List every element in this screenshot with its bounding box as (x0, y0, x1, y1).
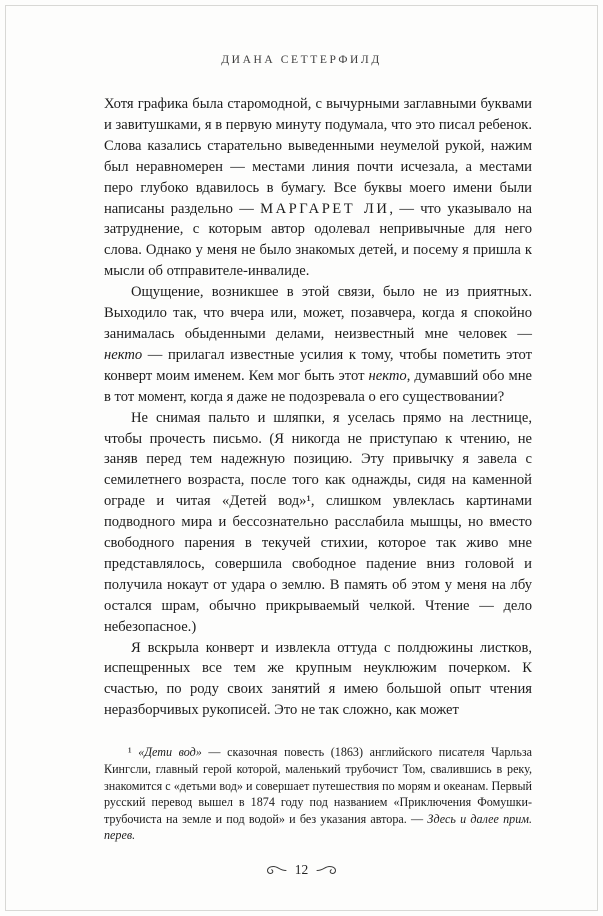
emphasis-text: некто (104, 346, 143, 363)
floral-ornament-right-icon (316, 865, 340, 876)
running-header: ДИАНА СЕТТЕРФИЛД (221, 54, 382, 66)
emphasis-text: некто (368, 367, 407, 384)
page-text (104, 94, 532, 721)
page-number: 12 (294, 862, 309, 877)
paragraph-text: Ощущение, возникшее в этой связи, было не из приятных. Выходило так, что вчера или, может, позавчера, когда я спокойно занималась обыденными делами, неизвестный мне человек — (104, 284, 532, 342)
paragraph: Я вскрыла конверт и извлекла оттуда с полдюжины листков, испещренных все тем же крупным неуклюжим почерком. К счастью, по роду своих занятий я имею большой опыт чтения неразборчивых рукописей. Это не так сложно, как может (104, 639, 532, 719)
paragraph-text: , — что указывало на затруднение, с которым автор одолевал непривычные для него слова. Однако у меня не было знакомых детей, и посему я пришла к мысли об отправителе-инвалиде. (104, 200, 532, 280)
paragraph-text: Хотя графика была старомодной, с вычурными заглавными буквами и завитушками, я в первую минуту подумала, что это писал ребенок. Слова казались старательно выведенными неумелой рукой, нажим был неравномерен — местами линия почти исчезала, а местами перо глубоко вдавилось в бумагу. Все буквы моего имени были написаны раздельно — (104, 96, 532, 217)
footnote (104, 744, 532, 844)
paragraph-text: , думавший обо мне в тот момент, когда я даже не подозревала о его существовании? (104, 367, 532, 405)
footnote-text: — сказочная повесть (1863) английского писателя Чарльза Кингсли, главный герой которой, маленький трубочист Том, свалившись в реку, знакомится с «детьми вод» и совершает путешествия по морям и океанам. Первый русский перевод вышел в 1874 году под названием «Приключения Фомушки-трубочиста на земле и под водой» и без указания автора. — (104, 745, 532, 826)
paragraph-text: — прилагал известные усилия к тому, чтобы пометить этот конверт моим именем. Кем мог быть этот (104, 346, 532, 384)
character-name: МАРГАРЕТ ЛИ (260, 200, 390, 217)
paragraph (104, 282, 532, 407)
page-footer (0, 862, 603, 878)
translator-note: Здесь и далее прим. перев. (104, 811, 532, 843)
footnote-marker: ¹ (128, 745, 139, 760)
footnote-book-title: «Дети вод» (138, 745, 202, 760)
floral-ornament-left-icon (263, 865, 287, 876)
paragraph: Не снимая пальто и шляпки, я уселась прямо на лестнице, чтобы прочесть письмо. (Я никогда не приступаю к чтению, не заняв перед тем надежную позицию. Эту привычку я завела с семилетнего возраста, после того как однажды, сидя на каменной ограде и читая «Детей вод»¹, слишком увлеклась картинами подводного мира и бессознательно расслабила мышцы, но вместо свободного парения в текучей стихии, которое так живо мне представлялось, совершила свободное падение вниз головой и получила нокаут от удара о землю. В память об этом у меня на лбу остался шрам, обычно прикрываемый челкой. Чтение — дело небезопасное.) (104, 409, 532, 635)
paragraph (104, 94, 532, 282)
